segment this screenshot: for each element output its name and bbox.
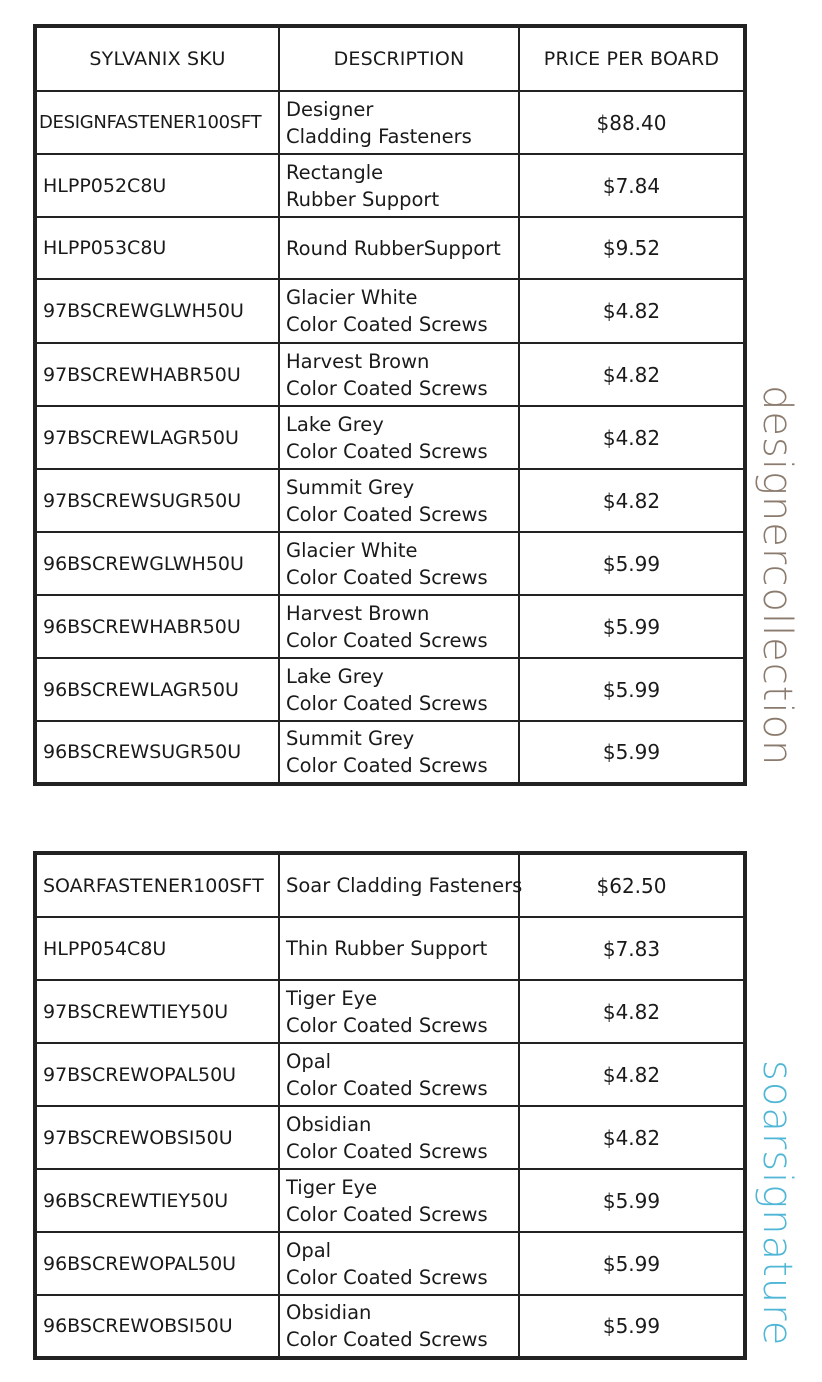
- sku-cell: DESIGNFASTENER100SFT: [35, 91, 279, 154]
- table-row: [35, 721, 745, 784]
- price-cell: $4.82: [519, 1043, 745, 1106]
- table-row: [35, 217, 745, 279]
- price-cell: $4.82: [519, 980, 745, 1043]
- description-line: Color Coated Screws: [286, 1328, 488, 1351]
- price-cell: $4.82: [519, 469, 745, 532]
- description-line: Color Coated Screws: [286, 376, 488, 400]
- table-row: [35, 532, 745, 595]
- table-row: [35, 1043, 745, 1106]
- table-row: [35, 1106, 745, 1169]
- description-line: Color Coated Screws: [286, 313, 488, 336]
- soar-signature-side-label: [754, 1060, 800, 1346]
- table-row: [35, 343, 745, 406]
- price-cell: $5.99: [519, 595, 745, 658]
- description-cell: [279, 853, 523, 917]
- price-cell: $5.99: [519, 658, 745, 721]
- sku-cell: 97BSCREWGLWH50U: [35, 279, 279, 343]
- table-row: [35, 279, 745, 343]
- description-line: Designer: [286, 97, 374, 121]
- price-cell: $4.82: [519, 1106, 745, 1169]
- table-row: [35, 980, 745, 1043]
- description-line: Color Coated Screws: [286, 1076, 488, 1100]
- sku-cell: SOARFASTENER100SFT: [35, 853, 279, 917]
- header-price: PRICE PER BOARD: [519, 26, 745, 91]
- description-cell: [279, 1169, 519, 1232]
- description-line: Lake Grey: [286, 412, 384, 436]
- sku-cell: 96BSCREWHABR50U: [35, 595, 279, 658]
- description-cell: [279, 658, 519, 721]
- price-cell: $88.40: [519, 91, 745, 154]
- table-row: [35, 1169, 745, 1232]
- description-cell: [279, 917, 519, 980]
- description-line: Tiger Eye: [286, 1175, 378, 1199]
- sku-cell: HLPP053C8U: [35, 217, 279, 279]
- table-row: [35, 1295, 745, 1358]
- header-sku: SYLVANIX SKU: [35, 26, 279, 91]
- side-label-word-collection: collection: [754, 564, 800, 767]
- price-cell: $4.82: [519, 343, 745, 406]
- table-row: [35, 91, 745, 154]
- price-cell: $4.82: [519, 406, 745, 469]
- description-line: Rectangle: [286, 160, 384, 184]
- description-line: Tiger Eye: [286, 986, 378, 1010]
- description-cell: [279, 1232, 519, 1295]
- description-line: Color Coated Screws: [286, 1202, 488, 1226]
- description-line: Obsidian: [286, 1301, 372, 1324]
- sku-cell: 97BSCREWTIEY50U: [35, 980, 279, 1043]
- sku-cell: 96BSCREWOPAL50U: [35, 1232, 279, 1295]
- description-line: Harvest Brown: [286, 601, 430, 625]
- table-row: [35, 595, 745, 658]
- description-line: Color Coated Screws: [286, 1139, 488, 1163]
- description-line: Summit Grey: [286, 475, 415, 499]
- description-cell: [279, 1295, 519, 1358]
- sku-cell: 96BSCREWGLWH50U: [35, 532, 279, 595]
- description-cell: [279, 1043, 519, 1106]
- sku-cell: 97BSCREWHABR50U: [35, 343, 279, 406]
- sku-cell: 97BSCREWSUGR50U: [35, 469, 279, 532]
- description-line: Color Coated Screws: [286, 1013, 488, 1037]
- sku-cell: 97BSCREWLAGR50U: [35, 406, 279, 469]
- description-line: Color Coated Screws: [286, 439, 488, 463]
- description-cell: [279, 532, 519, 595]
- description-cell: [279, 217, 519, 279]
- table-row: [35, 658, 745, 721]
- sku-cell: 96BSCREWSUGR50U: [35, 721, 279, 784]
- sku-cell: 97BSCREWOPAL50U: [35, 1043, 279, 1106]
- header-description: DESCRIPTION: [279, 26, 519, 91]
- description-cell: [279, 154, 519, 217]
- description-cell: [279, 343, 519, 406]
- description-cell: [279, 469, 519, 532]
- soar-signature-price-table: [33, 851, 747, 1360]
- table-row: [35, 406, 745, 469]
- sku-cell: 96BSCREWTIEY50U: [35, 1169, 279, 1232]
- description-line: Color Coated Screws: [286, 1265, 488, 1289]
- price-cell: $5.99: [519, 1232, 745, 1295]
- description-cell: [279, 595, 519, 658]
- price-cell: $9.52: [519, 217, 745, 279]
- price-cell: $62.50: [519, 853, 745, 917]
- description-line: Cladding Fasteners: [286, 124, 472, 148]
- sku-cell: 96BSCREWOBSI50U: [35, 1295, 279, 1358]
- description-line: Summit Grey: [286, 727, 415, 750]
- description-line: Round RubberSupport: [286, 236, 501, 260]
- table-row: [35, 154, 745, 217]
- price-cell: $7.84: [519, 154, 745, 217]
- sku-cell: HLPP054C8U: [35, 917, 279, 980]
- price-cell: $5.99: [519, 1169, 745, 1232]
- side-label-word-soar: soar: [754, 1060, 800, 1151]
- price-cell: $4.82: [519, 279, 745, 343]
- designer-collection-price-table: [33, 24, 747, 786]
- description-line: Color Coated Screws: [286, 628, 488, 652]
- description-line: Glacier White: [286, 538, 418, 562]
- side-label-word-signature: signature: [754, 1150, 800, 1347]
- description-line: Color Coated Screws: [286, 691, 488, 715]
- description-line: Harvest Brown: [286, 349, 430, 373]
- description-cell: [279, 91, 519, 154]
- sku-cell: 97BSCREWOBSI50U: [35, 1106, 279, 1169]
- designer-collection-side-label: [754, 385, 800, 766]
- description-cell: [279, 721, 519, 784]
- price-cell: $5.99: [519, 532, 745, 595]
- description-cell: [279, 980, 519, 1043]
- description-cell: [279, 279, 519, 343]
- sku-cell: HLPP052C8U: [35, 154, 279, 217]
- sku-cell: 96BSCREWLAGR50U: [35, 658, 279, 721]
- side-label-word-designer: designer: [754, 385, 800, 565]
- description-line: Opal: [286, 1238, 332, 1262]
- description-cell: [279, 1106, 519, 1169]
- description-line: Color Coated Screws: [286, 565, 488, 589]
- table-row: [35, 469, 745, 532]
- price-cell: $5.99: [519, 1295, 745, 1358]
- description-line: Glacier White: [286, 286, 418, 309]
- description-cell: [279, 406, 519, 469]
- description-line: Color Coated Screws: [286, 754, 488, 777]
- header-row: [35, 26, 745, 91]
- description-line: Color Coated Screws: [286, 502, 488, 526]
- table-row: [35, 853, 745, 917]
- table-row: [35, 917, 745, 980]
- description-line: Opal: [286, 1049, 332, 1073]
- table-row: [35, 1232, 745, 1295]
- description-line: Soar Cladding Fasteners: [286, 874, 523, 897]
- price-cell: $5.99: [519, 721, 745, 784]
- description-line: Obsidian: [286, 1112, 372, 1136]
- price-cell: $7.83: [519, 917, 745, 980]
- description-line: Lake Grey: [286, 664, 384, 688]
- description-line: Rubber Support: [286, 187, 440, 211]
- description-line: Thin Rubber Support: [286, 937, 488, 960]
